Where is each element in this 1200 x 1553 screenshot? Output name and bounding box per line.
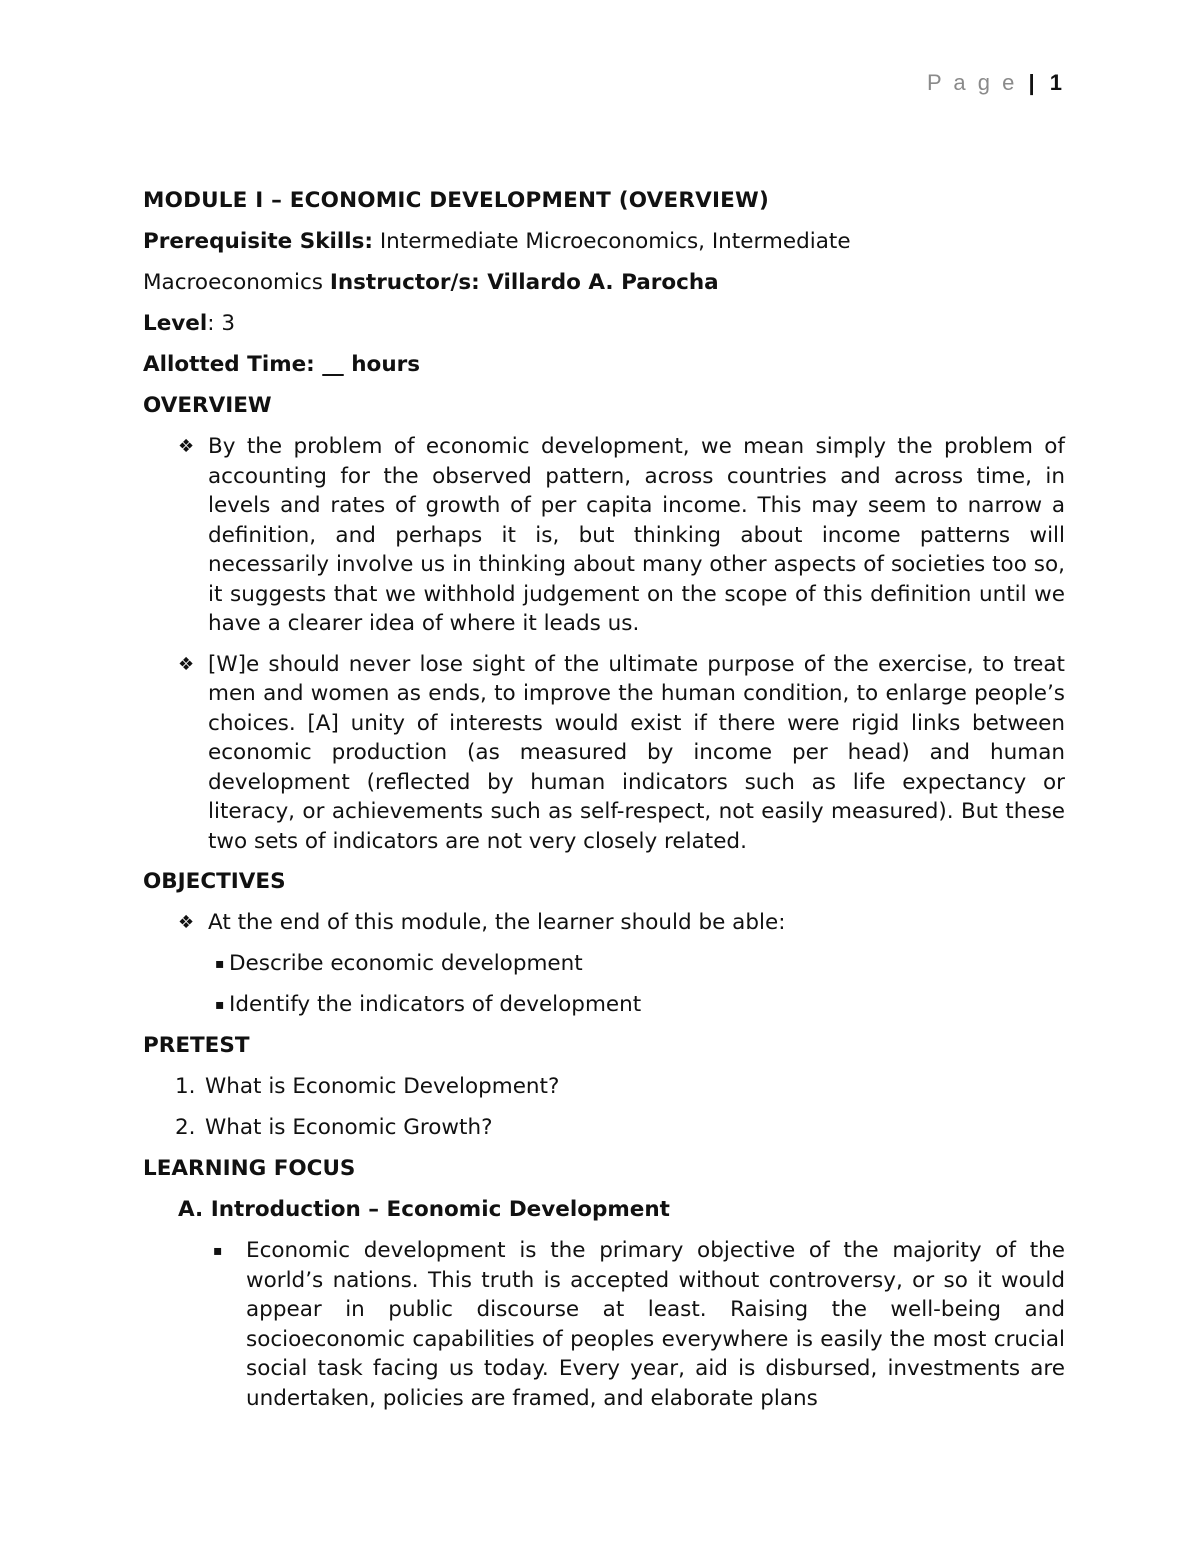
pretest-heading: PRETEST [143, 1033, 250, 1058]
objectives-intro-text: At the end of this module, the learner should be able: [208, 910, 786, 935]
prerequisite-label: Prerequisite Skills: [143, 229, 373, 254]
overview-heading: OVERVIEW [143, 393, 272, 418]
allotted-time-line [143, 350, 1065, 380]
square-bullet-icon: ▪ [215, 997, 225, 1013]
page-label: P a g e [927, 70, 1018, 95]
prerequisite-value-cont: Macroeconomics [143, 270, 330, 295]
prerequisite-value: Intermediate Microeconomics, Intermediate [373, 229, 851, 254]
prerequisite-line [143, 227, 1065, 257]
page-number [927, 70, 1062, 96]
overview-paragraph [178, 432, 1065, 639]
objective-item-text: Describe economic development [229, 951, 583, 976]
square-bullet-icon: ▪ [215, 956, 225, 972]
pretest-item-number: 2. [175, 1115, 196, 1140]
diamond-bullet-icon: ❖ [178, 912, 195, 933]
objective-item [215, 949, 1065, 979]
document-body [143, 186, 1065, 1413]
level-value: 3 [221, 311, 236, 336]
level-line [143, 309, 1065, 339]
module-title: MODULE I – ECONOMIC DEVELOPMENT (OVERVIEW) [143, 188, 769, 213]
square-bullet-icon: ▪ [213, 1243, 223, 1259]
pretest-item-text: What is Economic Growth? [205, 1115, 493, 1140]
pretest-item-number: 1. [175, 1074, 196, 1099]
overview-paragraph-text: By the problem of economic development, we mean simply the problem of accounting for the observed pattern, across countries and across time, in levels and rates of growth of per capita income. This may seem to narrow a definition, and perhaps it is, but thinking about income patterns will necessarily involve us in thinking about many other aspects of societies too so, it suggests that we withhold judgement on the scope of this definition until we have a clearer idea of where it leads us. [208, 434, 1065, 636]
level-label: Level [143, 311, 208, 336]
page-number-value: 1 [1049, 70, 1062, 95]
page-separator: | [1028, 70, 1035, 95]
instructor-label: Instructor/s: Villardo A. Parocha [329, 270, 719, 295]
allotted-time-label: Allotted Time: __ hours [143, 352, 421, 377]
diamond-bullet-icon: ❖ [178, 653, 195, 675]
objective-item-text: Identify the indicators of development [229, 992, 642, 1017]
pretest-item [175, 1113, 1065, 1143]
objectives-intro [178, 908, 1065, 938]
objectives-heading: OBJECTIVES [143, 869, 286, 894]
learning-focus-paragraph [213, 1236, 1065, 1413]
diamond-bullet-icon: ❖ [178, 436, 195, 457]
pretest-item [175, 1072, 1065, 1102]
learning-focus-heading: LEARNING FOCUS [143, 1156, 356, 1181]
overview-paragraph [178, 650, 1065, 857]
instructor-line [143, 268, 1065, 298]
learning-focus-paragraph-text: Economic development is the primary objective of the majority of the world’s nations. This truth is accepted without controversy, or so it would appear in public discourse at least. Raising the well-being and socioeconomic capabilities of peoples everywhere is easily the most crucial social task facing us today. Every year, aid is disbursed, investments are undertaken, policies are framed, and elaborate plans [246, 1238, 1065, 1411]
section-a-heading: A. Introduction – Economic Development [178, 1197, 670, 1222]
level-colon: : [207, 311, 222, 336]
pretest-item-text: What is Economic Development? [205, 1074, 560, 1099]
overview-paragraph-text: [W]e should never lose sight of the ultimate purpose of the exercise, to treat men and women as ends, to improve the human condition, to enlarge people’s choices. [A] unity of interests would exist if there were rigid links between economic production (as measured by income per head) and human development (reflected by human indicators such as life expectancy or literacy, or achievements such as self-respect, not easily measured). But these two sets of indicators are not very closely related. [208, 651, 1065, 854]
objective-item [215, 990, 1065, 1020]
